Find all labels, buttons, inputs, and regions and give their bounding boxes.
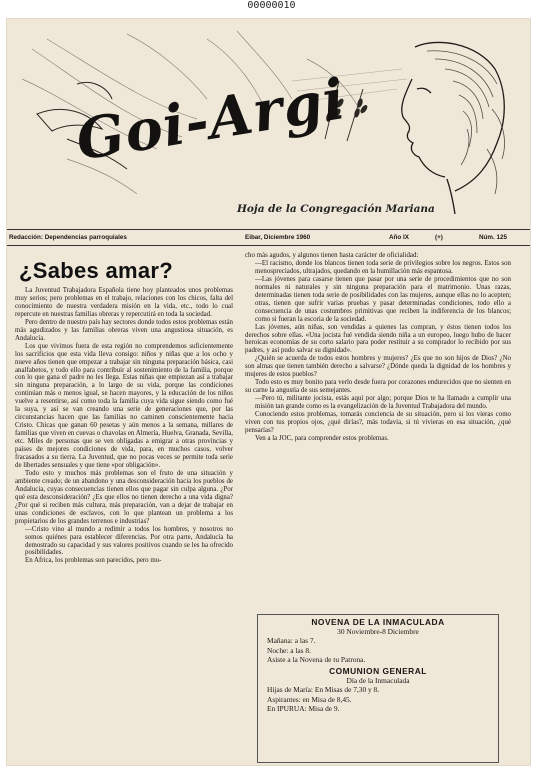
communion-ipurua: En IPURUA: Misa de 9. xyxy=(267,703,340,713)
novena-heading: NOVENA DE LA INMACULADA xyxy=(311,617,445,627)
article-paragraph: —Pero tú, militante jocista, estás aquí por algo; porque Dios te ha llamado a cumplir una misión tan grande como es la evangelización de la Juventud Trabajadora del mundo. xyxy=(255,395,511,411)
novena-dates: 30 Noviembre-8 Diciembre xyxy=(337,627,419,637)
novena-notice-box xyxy=(257,614,499,763)
novena-invitation: Asiste a la Novena de tu Patrona. xyxy=(267,654,366,664)
communion-hijas: Hijas de María: En Misas de 7,30 y 8. xyxy=(267,685,380,695)
article-paragraph: —El racismo, donde los blancos tienen toda serie de privilegios sobre los negros. Estos son menospreciados, ultrajados, quedando en la humillación más espantosa. xyxy=(255,259,511,275)
article-paragraph: —Cristo vino al mundo a redimir a todos los hombres, y nosotros no somos quiénes para establecer diferencias. Por otra parte, Andalucía ha demostrado su capacidad y sus valores positivos cuando se les ha ofrecido posibilidades. xyxy=(25,525,233,557)
article-paragraph: En Africa, los problemas son parecidos, pero mu- xyxy=(25,557,162,565)
communion-day: Día de la Inmaculada xyxy=(346,676,410,686)
novena-night: Noche: a las 8. xyxy=(267,645,311,655)
masthead xyxy=(7,19,530,234)
article-paragraph: cho más agudos, y algunos tienen hasta carácter de oficialidad: xyxy=(245,252,419,259)
issue-year: Año IX xyxy=(389,234,409,241)
article-column-left xyxy=(15,259,233,565)
article-paragraph: La Juventud Trabajadora Española tiene hoy planteados unos problemas muy serios; pero problemas en el trabajo, relaciones con los chicos, falta del conocimiento de nuestra verdadera misión en la vida, etc., todo lo cual repercute en nuestras familias obreras y repercutirá en toda la sociedad. xyxy=(15,287,233,318)
article-paragraph: Ven a la JOC, para comprender estos problemas. xyxy=(255,434,389,442)
communion-aspirantes: Aspirantes: en Misa de 8,45. xyxy=(267,694,352,704)
article-paragraph: Todo esto es muy bonito para verlo desde fuera por corazones endurecidos que no sienten en su carne la angustia de sus semejantes. xyxy=(245,379,511,395)
article-paragraph: Todo esto y muchos más problemas son el fruto de una situación y ambiente creado; de un abandono y una desconsideración hacia los pueblos de Andalucía, cuyas consecuencias tienen ellos que pagar sin culpa alguna. ¿Por qué esta desconsideración? ¿Es que ellos no tienen derecho a una vida digna? ¿Por qué si reciben más cultura, más preparación, van a dejar de trabajar en unas condiciones de esclavos, con lo que plantean un problema a los propietarios de los grandes terrenos e industrias? xyxy=(15,469,233,525)
article-paragraph: —Las jóvenes para casarse tienen que pasar por una serie de procedimientos que no son normales ni naturales y sin ninguna preparación para el matrimonio. Unas razas, determinadas tienen toda serie de posibilidades con las mujeres, aunque ellas no lo acepten; otras, tienen que sufrir varias pruebas y pasar determinadas condiciones, todo ello a consecuencia de unas costumbres primitivas que reciben la indiferencia de los blancos; como si fueran la escoria de la sociedad. xyxy=(255,275,511,323)
issue-number: Núm. 125 xyxy=(479,234,507,241)
article-column-right xyxy=(245,252,511,443)
scan-id: 00000010 xyxy=(247,0,296,11)
communion-heading: COMUNION GENERAL xyxy=(329,666,427,677)
info-separator: (+) xyxy=(435,234,443,241)
article-paragraph: Conociendo estos problemas, tomarás conciencia de su situación, pero si los vieras como viven con tus propios ojos, ¿qué dirías?, más todavía, si tú vivieras en esa situación, ¿qué pensarías? xyxy=(245,411,511,434)
issue-info-bar xyxy=(7,229,530,246)
article-paragraph: ¿Quién se acuerda de todos estos hombres y mujeres? ¿Es que no son hijos de Dios? ¿No son almas que tienen también derecho a salvarse? ¿Dónde queda la dignidad de los hombres y mujeres de estos pueblos? xyxy=(245,355,511,379)
article-paragraph: Los que vivimos fuera de esta región no comprendemos suficientemente los sacrificios que esta vida lleva consigo: niños y niñas que a los ocho y nueve años tienen que empezar a trabajar sin ninguna preparación básica, casi analfabetos, y todo ello para contribuir al sostenimiento de la familia, porque con lo que gana el padre no les llega. Estas niñas que empiezan así a trabajar sin ninguna preparación, a lo largo de su vida, porque las condiciones continúan más o menos igual, se hacen mayores, y la educación de los niños vuelve a resentirse, así como toda la familia cuya vida sigue siendo como fué la suya, y así se van creando una serie de generaciones que, por las circunstancias hacen que las familias no caminen conscientemente hacia Cristo. Chicas que ganan 60 pesetas y aún menos a la semana, millares de familias que viven en cuevas o chavolas en Almería, Huelva, Granada, Sevilla, etc. Miles de personas que se ven obligadas a emigrar a otras provincias y países de mejores condiciones de vida, para, en muchos casos, volver fracasados a su tierra. La Juventud, que no pocas veces se permite toda serie de libertades sensuales y que tiene «por obligación». xyxy=(15,342,233,469)
article-headline: ¿Sabes amar? xyxy=(19,258,174,283)
redaccion-note: Redacción: Dependencias parroquiales xyxy=(9,234,127,241)
issue-place-date: Eibar, Diciembre 1960 xyxy=(245,234,311,241)
masthead-subtitle: Hoja de la Congregación Mariana xyxy=(237,203,435,215)
article-paragraph: Pero dentro de nuestro país hay sectores donde todos estos problemas están más agudizados y las familias obreras viven una angustiosa situación, es Andalucía. xyxy=(15,318,233,342)
newspaper-page xyxy=(7,19,530,765)
masthead-title: Goi-Argi xyxy=(71,66,350,174)
novena-morning: Mañana: a las 7. xyxy=(267,636,316,646)
article-paragraph: Las jóvenes, aún niñas, son vendidas a quienes las compran, y éstos tienen todos los derechos sobre ellas. «Una jocista fué vendida siendo niña a un europeo, luego hubo de hacer heroicas economías de su corto salario para poder restituir a su comprador lo recibido por sus padres, y así pudo salvar su dignidad». xyxy=(245,323,511,355)
